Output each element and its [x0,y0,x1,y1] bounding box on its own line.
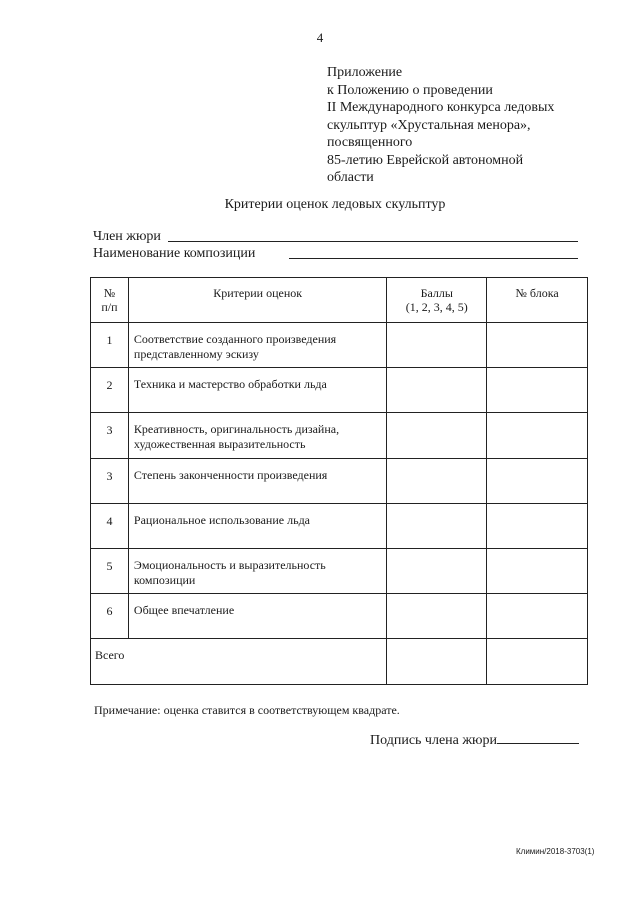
table-row [91,459,588,504]
header-scores-title: Баллы [420,286,453,300]
table-row [91,368,588,413]
table-header-row [91,278,588,323]
row-criterion: Соответствие созданного произведения представленному эскизу [128,323,387,368]
score-cell[interactable] [387,368,487,413]
table-row [91,413,588,459]
row-criterion: Степень законченности произведения [128,459,387,504]
total-score-cell[interactable] [387,639,487,685]
signature-field [370,731,579,749]
header-criteria: Критерии оценок [128,278,387,323]
row-number: 5 [91,549,129,594]
appendix-header [327,64,554,187]
table-row [91,323,588,368]
row-number: 2 [91,368,129,413]
footer-code: Климин/2018-3703(1) [516,847,595,856]
table-row [91,594,588,639]
block-cell[interactable] [487,549,588,594]
block-cell[interactable] [487,413,588,459]
table-row [91,549,588,594]
score-cell[interactable] [387,594,487,639]
block-cell[interactable] [487,368,588,413]
row-number: 1 [91,323,129,368]
jury-member-blank-line[interactable] [168,241,578,242]
signature-blank-line[interactable] [497,731,579,744]
row-number: 4 [91,504,129,549]
block-cell[interactable] [487,459,588,504]
row-number: 3 [91,413,129,459]
header-number: № п/п [91,278,129,323]
header-block: № блока [487,278,588,323]
jury-member-field [93,229,161,245]
row-number: 3 [91,459,129,504]
row-number: 6 [91,594,129,639]
appendix-line: Приложение [327,65,403,80]
row-criterion: Рациональное использование льда [128,504,387,549]
score-cell[interactable] [387,323,487,368]
document-title: Критерии оценок ледовых скульптур [224,197,446,212]
appendix-line: II Международного конкурса ледовых [327,100,555,115]
total-label: Всего [91,639,387,685]
composition-name-label: Наименование композиции [93,246,256,261]
appendix-line: области [327,170,374,185]
score-cell[interactable] [387,549,487,594]
score-cell[interactable] [387,459,487,504]
appendix-line: скульптур «Хрустальная менора», [327,117,531,133]
jury-member-label: Член жюри [93,229,161,244]
table-row [91,504,588,549]
appendix-line: 85-летию Еврейской автономной [327,152,524,168]
score-cell[interactable] [387,504,487,549]
block-cell[interactable] [487,504,588,549]
composition-name-blank-line[interactable] [289,258,578,259]
note-text: Примечание: оценка ставится в соответствующем квадрате. [94,703,400,717]
block-cell[interactable] [487,594,588,639]
header-scores [387,278,487,323]
signature-label: Подпись члена жюри [370,733,497,748]
appendix-line: к Положению о проведении [327,82,493,98]
score-cell[interactable] [387,413,487,459]
row-criterion: Креативность, оригинальность дизайна, художественная выразительность [128,413,387,459]
criteria-table [90,277,588,685]
row-criterion: Эмоциональность и выразительность композиции [128,549,387,594]
table-total-row [91,639,588,685]
row-criterion: Общее впечатление [128,594,387,639]
appendix-line: посвященного [327,135,413,150]
header-scores-values: (1, 2, 3, 4, 5) [405,300,468,314]
composition-name-field [93,246,255,262]
total-block-cell[interactable] [487,639,588,685]
block-cell[interactable] [487,323,588,368]
row-criterion: Техника и мастерство обработки льда [128,368,387,413]
page-number: 4 [316,30,324,45]
